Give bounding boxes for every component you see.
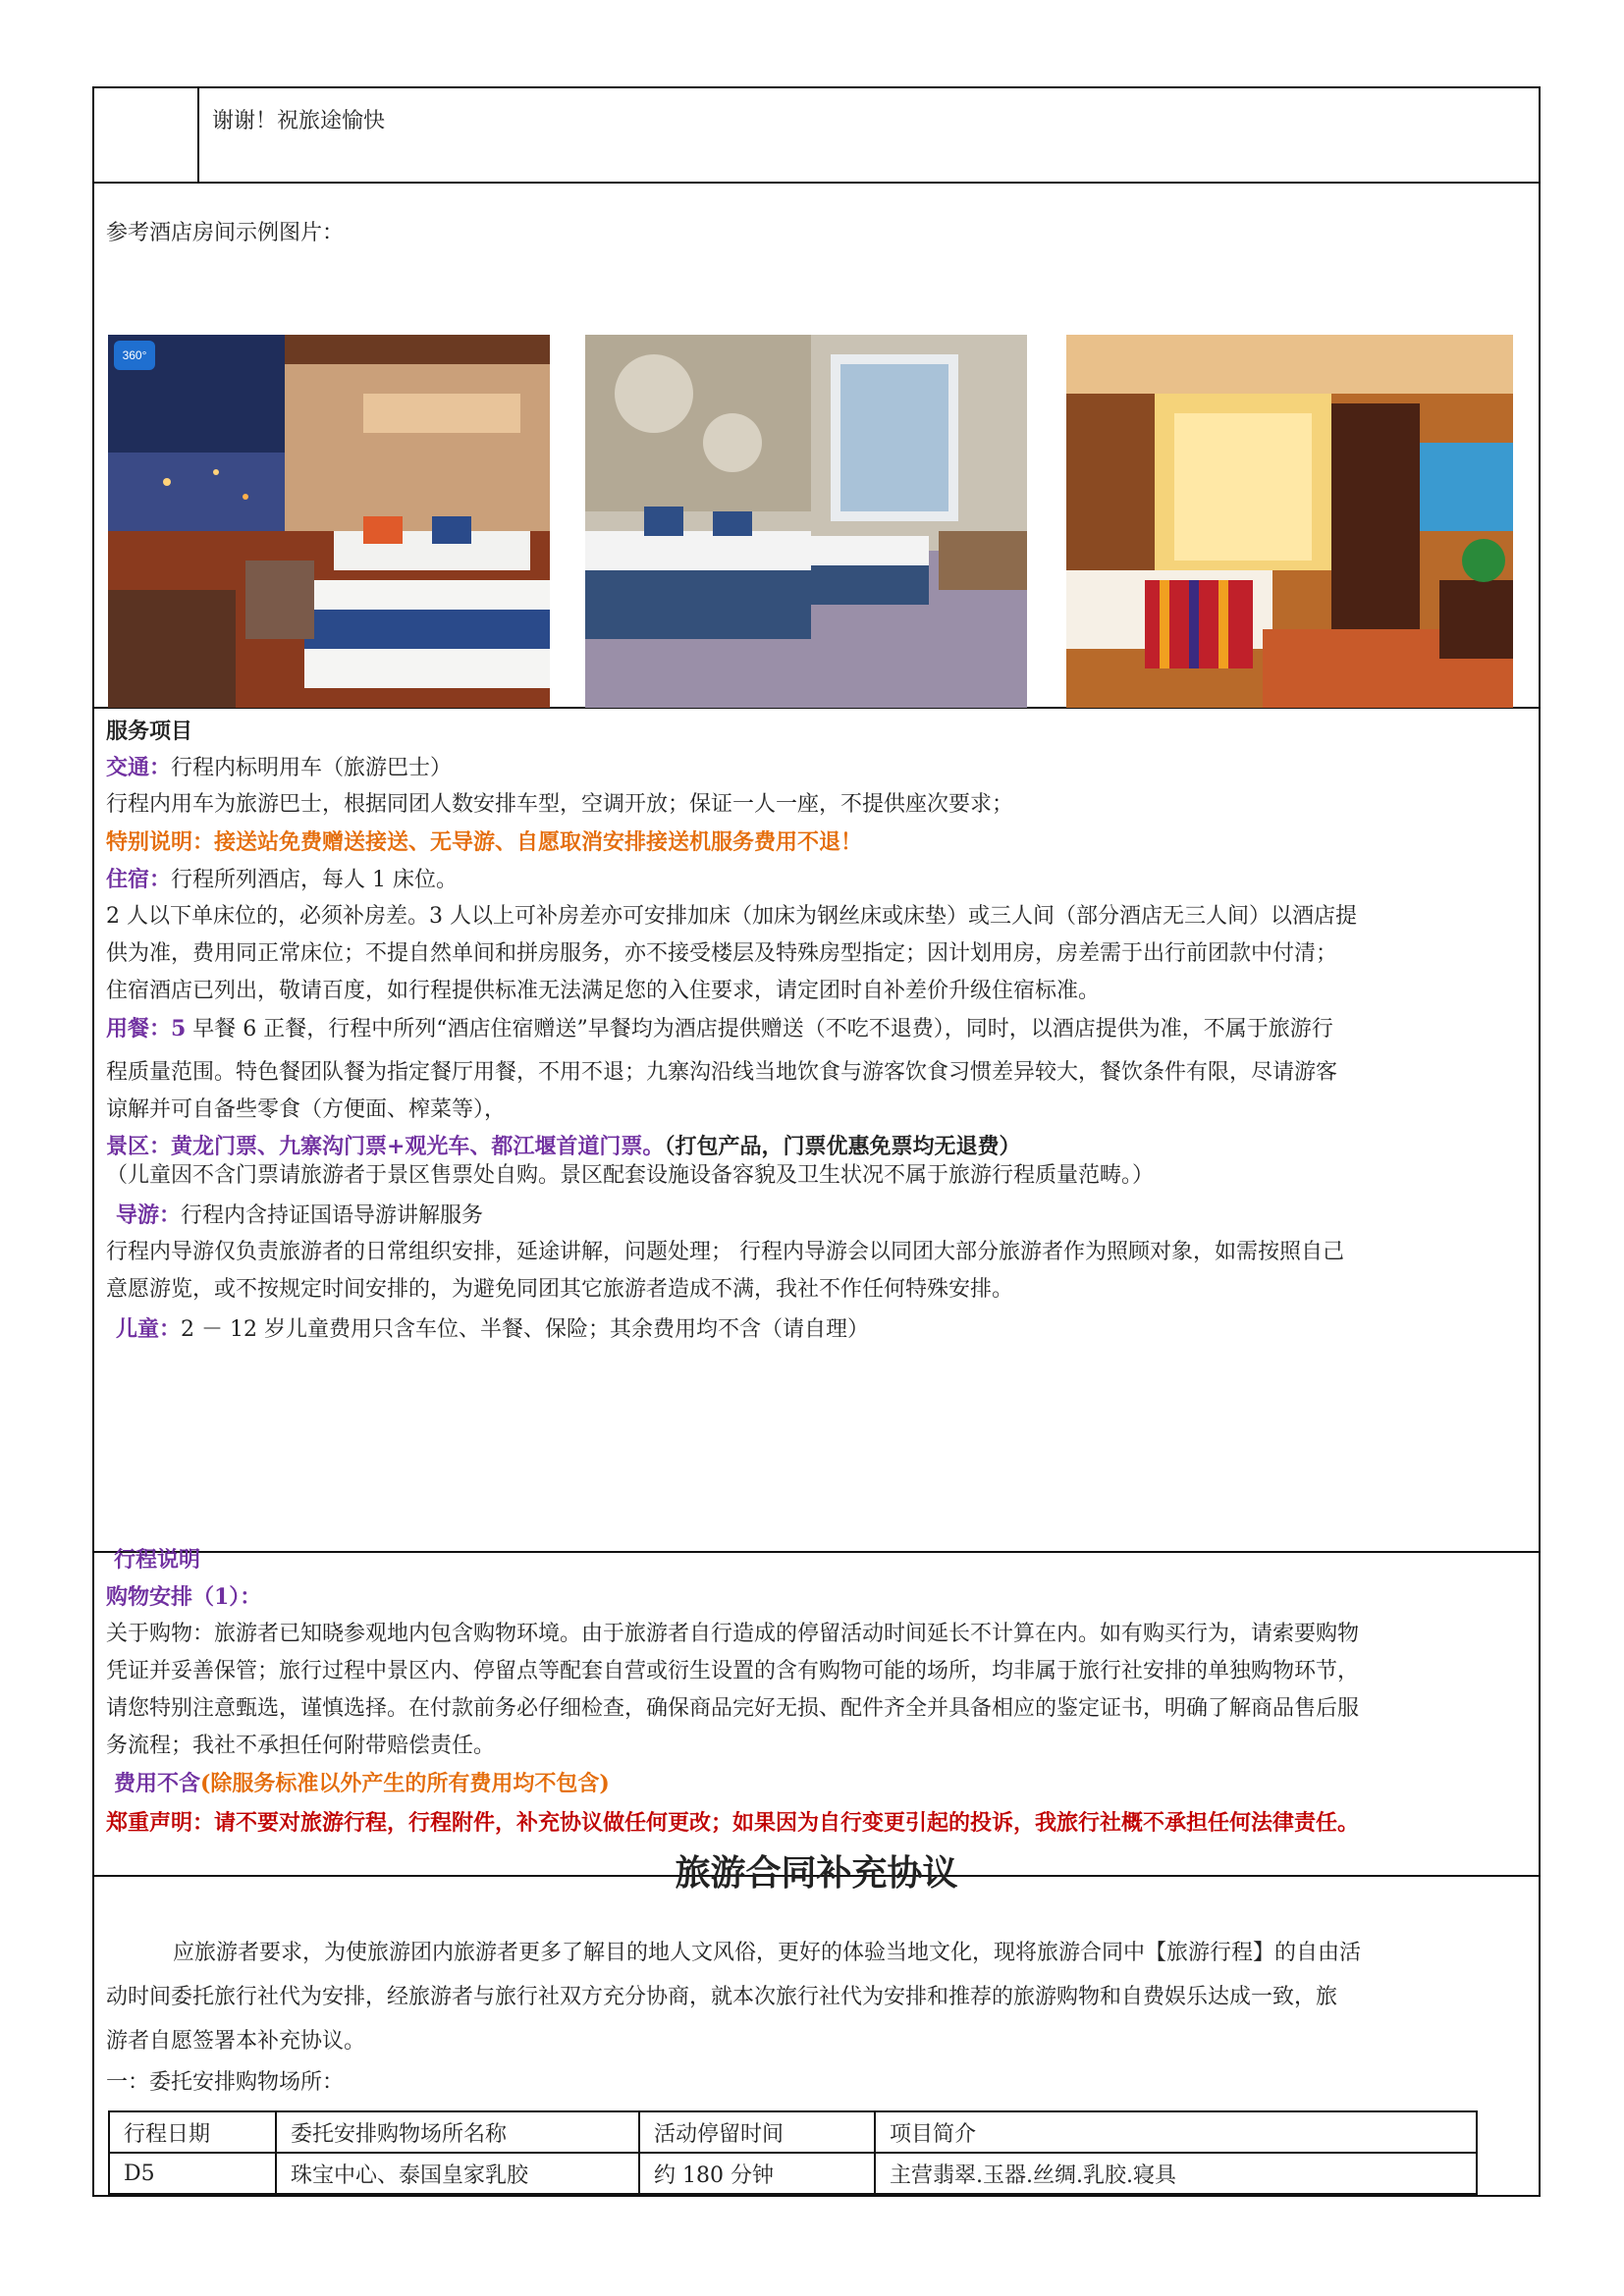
service-section-cont [94,1034,1539,1553]
child-text: 2 － 12 岁儿童费用只含车位、半餐、保险；其余费用均不含（请自理） [181,1317,869,1342]
shopping-text-3: 请您特别注意甄选，谨慎选择。在付款前务必仔细检查，确保商品完好无损、配件齐全并具备相应的鉴定证书，明确了解商品售后服 [106,1696,1360,1721]
stay-line [106,865,458,895]
guide-label: 导游： [116,1202,182,1228]
closing-row [94,88,1539,184]
meal-text-3: 谅解并可自备些零食（方便面、榨菜等）， [106,1097,507,1122]
scenic-bold: （打包产品，门票优惠免票均无退费） [664,1134,1021,1159]
shop-section-label: 一：委托安排购物场所： [106,2070,345,2095]
special-note: 特别说明：接送站免费赠送接送、无导游、自愿取消安排接送机服务费用不退！ [106,829,863,855]
table-header: 行程日期 [109,2111,276,2153]
shopping-label: 购物安排（1）： [106,1584,262,1610]
guide-line [116,1201,483,1231]
table-header-row [109,2111,1477,2153]
hotel-photo-1 [108,335,550,708]
fee-label: 费用不含 [114,1771,201,1796]
traffic-detail: 行程内用车为旅游巴士，根据同团人数安排车型，空调开放；保证一人一座，不提供座次要求； [106,792,1014,817]
table-cell: D5 [109,2153,276,2194]
shopping-text-2: 凭证并妥善保管；旅行过程中景区内、停留点等配套自营或衍生设置的含有购物可能的场所，均非属于旅行社安排的单独购物环节， [106,1659,1360,1683]
meal-text-2: 程质量范围。特色餐团队餐为指定餐厅用餐，不用不退；九寨沟沿线当地饮食与游客饮食习惯差异较大，餐饮条件有限，尽请游客 [106,1060,1338,1085]
shopping-table [108,2110,1478,2195]
stay-detail-3: 住宿酒店已列出，敬请百度，如行程提供标准无法满足您的入住要求，请定团时自补差价升级住宿标准。 [106,979,1101,1003]
traffic-line [106,753,452,783]
table-header: 委托安排购物场所名称 [276,2111,639,2153]
closing-text: 谢谢！祝旅途愉快 [212,109,386,133]
hotel-room-image [1066,335,1513,708]
table-header: 活动停留时间 [639,2111,875,2153]
guide-detail-1: 行程内导游仅负责旅游者的日常组织安排，延途讲解，问题处理； 行程内导游会以同团大部分旅游者作为照顾对象，如需按照自己 [106,1240,1344,1264]
hotel-room-image [585,335,1027,708]
scenic-label: 景区：黄龙门票、九寨沟门票+观光车、都江堰首道门票。 [106,1134,665,1159]
fee-line [114,1769,610,1799]
empty-cell [94,88,199,182]
declaration: 郑重声明：请不要对旅游行程，行程附件，补充协议做任何更改；如果因为自行变更引起的投诉，我旅行社概不承担任何法律责任。 [106,1810,1360,1836]
scenic-note: （儿童因不含门票请旅游者于景区售票处自购。景区配套设施设备容貌及卫生状况不属于旅游行程质量范畴。） [106,1163,1155,1188]
shopping-text-4: 务流程；我社不承担任何附带赔偿责任。 [106,1734,496,1758]
service-heading: 服务项目 [106,719,193,744]
hotel-photo-2 [585,335,1027,708]
360-badge-icon: 360° [114,341,155,370]
agreement-para-3: 游者自愿签署本补充协议。 [106,2029,366,2054]
meal-label: 用餐：5 [106,1016,187,1041]
photo-caption: 参考酒店房间示例图片： [106,221,345,245]
child-label: 儿童： [116,1316,182,1342]
photo-section [94,182,1539,709]
hotel-photo-3 [1066,335,1513,708]
table-header: 项目简介 [875,2111,1477,2153]
stay-label: 住宿： [106,867,172,892]
itinerary-heading: 行程说明 [114,1547,201,1573]
scenic-line [106,1132,1020,1162]
traffic-label: 交通： [106,755,172,780]
document-frame [92,86,1541,2197]
guide-detail-2: 意愿游览，或不按规定时间安排的，为避免同团其它旅游者造成不满，我社不作任何特殊安排。 [106,1277,1014,1302]
stay-text: 行程所列酒店，每人 1 床位。 [171,868,458,892]
agreement-title: 旅游合同补充协议 [675,1852,958,1894]
table-cell: 主营翡翠.玉器.丝绸.乳胶.寝具 [875,2153,1477,2194]
agreement-para-2: 动时间委托旅行社代为安排，经旅游者与旅行社双方充分协商，就本次旅行社代为安排和推荐的旅游购物和自费娱乐达成一致，旅 [106,1985,1338,2009]
agreement-para-1: 应旅游者要求，为使旅游团内旅游者更多了解目的地人文风俗，更好的体验当地文化，现将旅游合同中【旅游行程】的自由活 [173,1941,1362,1965]
stay-detail-2: 供为准，费用同正常床位；不提自然单间和拼房服务，亦不接受楼层及特殊房型指定；因计划用房，房差需于出行前团款中付清； [106,941,1338,966]
service-section [94,707,1539,1050]
traffic-text: 行程内标明用车（旅游巴士） [171,756,453,780]
table-row [109,2153,1477,2194]
stay-detail-1: 2 人以下单床位的，必须补房差。3 人以上可补房差亦可安排加床（加床为钢丝床或床垫）或三人间（部分酒店无三人间）以酒店提 [106,904,1357,929]
meal-text-1: 早餐 6 正餐，行程中所列“酒店住宿赠送”早餐均为酒店提供赠送（不吃不退费），同时，以酒店提供为准，不属于旅游行 [186,1017,1333,1041]
table-cell: 珠宝中心、泰国皇家乳胶 [276,2153,639,2194]
table-cell: 约 180 分钟 [639,2153,875,2194]
hotel-room-image [108,335,550,708]
fee-text: (除服务标准以外产生的所有费用均不包含) [200,1771,610,1796]
shopping-text-1: 关于购物：旅游者已知晓参观地内包含购物环境。由于旅游者自行造成的停留活动时间延长不计算在内。如有购买行为，请索要购物 [106,1622,1360,1646]
guide-text: 行程内含持证国语导游讲解服务 [181,1203,484,1228]
child-line [116,1314,869,1345]
